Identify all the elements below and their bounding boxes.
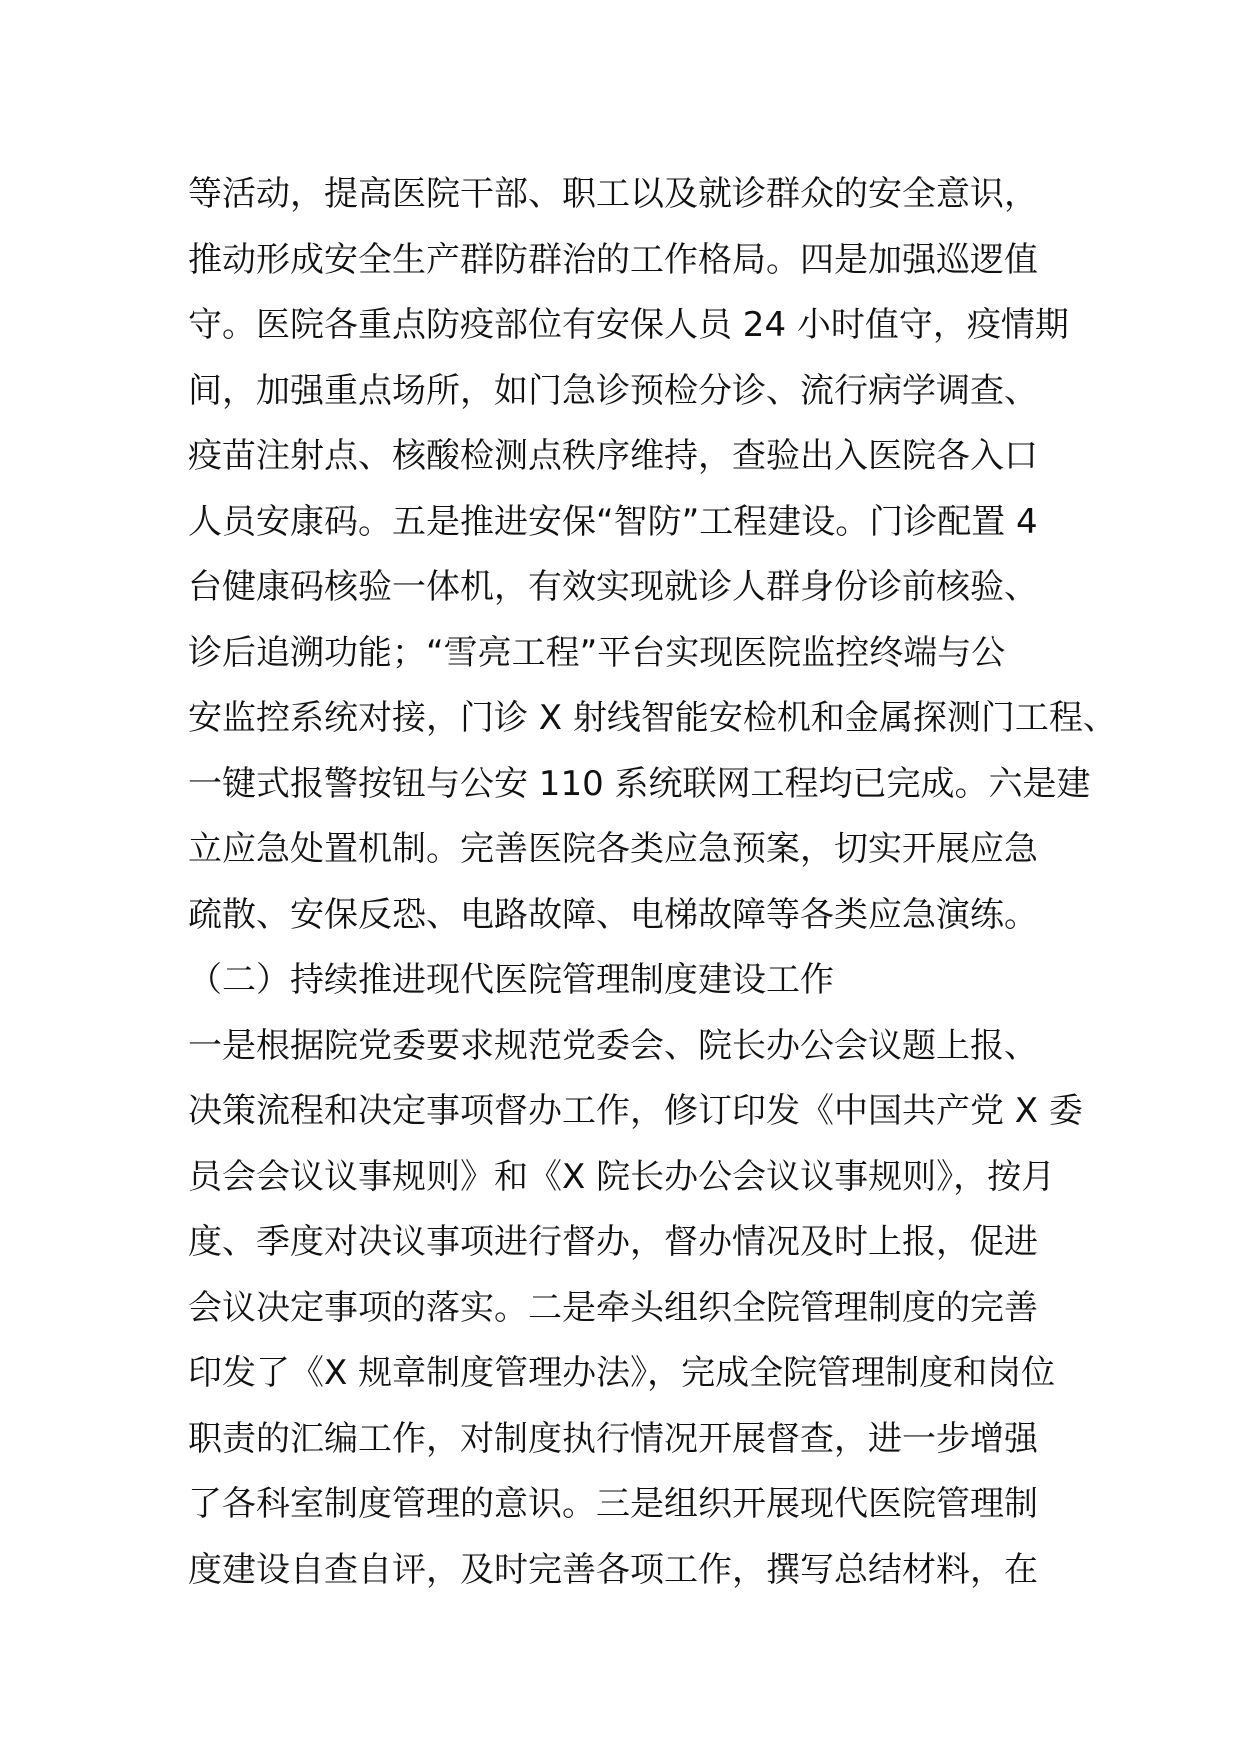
text-line: 疫苗注射点、核酸检测点秩序维持，查验出入医院各入口 bbox=[188, 436, 1038, 476]
text-line: 了各科室制度管理的意识。三是组织开展现代医院管理制 bbox=[188, 1484, 1038, 1524]
text-line: 推动形成安全生产群防群治的工作格局。四是加强巡逻值 bbox=[188, 239, 1038, 280]
text-line: 职责的汇编工作，对制度执行情况开展督查，进一步增强 bbox=[188, 1418, 1038, 1459]
text-line: 疏散、安保反恐、电路故障、电梯故障等各类应急演练。 bbox=[188, 894, 1038, 935]
text-line: 等活动，提高医院干部、职工以及就诊群众的安全意识， bbox=[188, 174, 1038, 214]
text-line: 决策流程和决定事项督办工作，修订印发《中国共产党 X 委 bbox=[188, 1091, 1083, 1131]
body-text bbox=[188, 162, 1117, 1603]
text-line: 人员安康码。五是推进安保“智防”工程建设。门诊配置 4 bbox=[188, 501, 1038, 542]
text-line: 间，加强重点场所，如门急诊预检分诊、流行病学调查、 bbox=[188, 370, 1038, 411]
text-line: 安监控系统对接，门诊 X 射线智能安检机和金属探测门工程、 bbox=[188, 698, 1117, 738]
text-line: 一键式报警按钮与公安 110 系统联网工程均已完成。六是建 bbox=[188, 763, 1091, 804]
text-line: 诊后追溯功能；“雪亮工程”平台实现医院监控终端与公 bbox=[188, 632, 1006, 673]
text-line: 度建设自查自评，及时完善各项工作，撰写总结材料，在 bbox=[188, 1549, 1038, 1590]
text-line: 台健康码核验一体机，有效实现就诊人群身份诊前核验、 bbox=[188, 567, 1038, 607]
text-line: 守。医院各重点防疫部位有安保人员 24 小时值守，疫情期 bbox=[188, 305, 1069, 345]
text-line: 一是根据院党委要求规范党委会、院长办公会议题上报、 bbox=[188, 1025, 1038, 1066]
section-heading: （二）持续推进现代医院管理制度建设工作 bbox=[188, 960, 834, 1000]
text-line: 印发了《X 规章制度管理办法》，完成全院管理制度和岗位 bbox=[188, 1353, 1056, 1393]
text-line: 会议决定事项的落实。二是牵头组织全院管理制度的完善 bbox=[188, 1287, 1038, 1328]
text-line: 度、季度对决议事项进行督办，督办情况及时上报，促进 bbox=[188, 1222, 1038, 1262]
text-line: 员会会议议事规则》和《X 院长办公会议议事规则》，按月 bbox=[188, 1156, 1056, 1197]
text-line: 立应急处置机制。完善医院各类应急预案，切实开展应急 bbox=[188, 829, 1038, 869]
